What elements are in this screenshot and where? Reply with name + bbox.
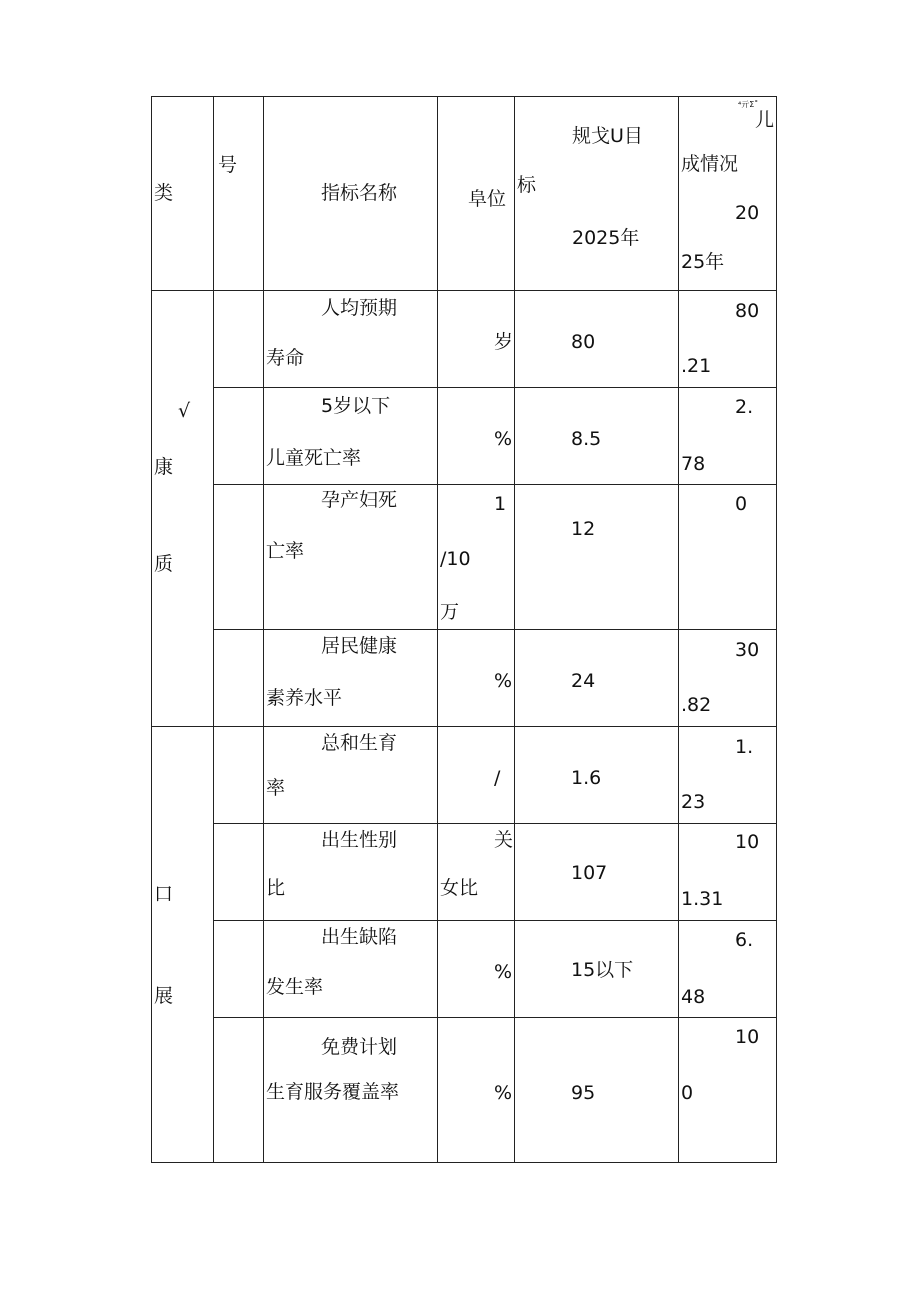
group-char: 口 <box>154 883 174 905</box>
number-cell <box>214 485 264 630</box>
status-line2: 23 <box>681 791 706 813</box>
target-cell <box>515 388 679 485</box>
indicator-name-line1: 出生缺陷 <box>321 926 398 948</box>
indicator-name-cell <box>264 1018 438 1163</box>
status-cell <box>679 388 777 485</box>
unit-cell <box>438 1018 515 1163</box>
table-row <box>152 1018 777 1163</box>
table-row <box>152 388 777 485</box>
indicator-name-line1: 出生性别 <box>321 829 398 851</box>
target-cell <box>515 727 679 824</box>
header-status-line2: 成情况 <box>681 153 739 175</box>
target-value: 1.6 <box>571 767 602 789</box>
indicator-name-line1: 居民健康 <box>321 635 398 657</box>
status-line1: 2. <box>735 396 754 418</box>
status-line2: .82 <box>681 694 712 716</box>
indicator-name-line1: 人均预期 <box>321 297 398 319</box>
status-cell <box>679 630 777 727</box>
header-number: 号 <box>218 154 238 176</box>
indicator-name-line1: 免费计划 <box>321 1036 398 1058</box>
header-status-line3: 20 <box>735 202 760 224</box>
status-line1: 10 <box>735 831 760 853</box>
indicator-name-cell <box>264 630 438 727</box>
table-row <box>152 630 777 727</box>
unit-line1: 关 <box>494 829 514 851</box>
number-cell <box>214 291 264 388</box>
unit-line3: 万 <box>440 601 460 623</box>
target-cell <box>515 824 679 921</box>
target-value: 80 <box>571 331 596 353</box>
indicator-name-cell <box>264 485 438 630</box>
header-name-cell <box>264 97 438 291</box>
table-row <box>152 291 777 388</box>
table-row <box>152 824 777 921</box>
status-line1: 1. <box>735 736 754 758</box>
indicator-name-cell <box>264 921 438 1018</box>
status-cell <box>679 291 777 388</box>
target-value: 24 <box>571 670 596 692</box>
target-value: 107 <box>571 862 608 884</box>
target-cell <box>515 291 679 388</box>
indicator-name-cell <box>264 388 438 485</box>
indicator-name-cell <box>264 824 438 921</box>
header-row <box>152 97 777 291</box>
number-cell <box>214 727 264 824</box>
status-cell <box>679 485 777 630</box>
header-target-year: 2025年 <box>572 227 640 249</box>
status-line1: 80 <box>735 300 760 322</box>
indicator-table <box>151 96 777 1163</box>
unit-value: 岁 <box>494 331 514 353</box>
target-cell <box>515 921 679 1018</box>
status-line1: 10 <box>735 1026 760 1048</box>
target-cell <box>515 485 679 630</box>
unit-cell <box>438 824 515 921</box>
header-unit-cell <box>438 97 515 291</box>
unit-line2: /10 <box>440 548 471 570</box>
indicator-name-cell <box>264 291 438 388</box>
header-number-cell <box>214 97 264 291</box>
number-cell <box>214 921 264 1018</box>
target-value: 8.5 <box>571 428 602 450</box>
target-value: 95 <box>571 1082 596 1104</box>
unit-line2: 女比 <box>440 877 479 899</box>
table-row <box>152 727 777 824</box>
indicator-name-line2: 生育服务覆盖率 <box>266 1081 400 1103</box>
unit-value: % <box>494 428 513 450</box>
unit-value: % <box>494 1082 513 1104</box>
indicator-name-line2: 儿童死亡率 <box>266 447 362 469</box>
status-cell <box>679 727 777 824</box>
unit-cell <box>438 921 515 1018</box>
status-cell <box>679 921 777 1018</box>
group-cell-population <box>152 727 214 1163</box>
target-value: 15以下 <box>571 959 634 981</box>
header-target-cell <box>515 97 679 291</box>
status-cell <box>679 824 777 921</box>
unit-cell <box>438 291 515 388</box>
header-category-cell <box>152 97 214 291</box>
indicator-name-line2: 比 <box>266 877 286 899</box>
status-line1: 0 <box>735 493 748 515</box>
group-cell-health <box>152 291 214 727</box>
number-cell <box>214 388 264 485</box>
status-cell <box>679 1018 777 1163</box>
group-char: √ <box>178 400 191 422</box>
group-char: 康 <box>154 456 174 478</box>
header-category: 类 <box>154 182 174 204</box>
target-cell <box>515 1018 679 1163</box>
status-line2: 1.31 <box>681 888 724 910</box>
header-target-title: 规戈U目 <box>572 125 643 147</box>
status-line2: 0 <box>681 1082 694 1104</box>
header-unit: 阜位 <box>468 188 507 210</box>
table-row <box>152 921 777 1018</box>
indicator-name-line1: 5岁以下 <box>321 395 391 417</box>
status-line2: 78 <box>681 453 706 475</box>
group-char: 展 <box>154 985 174 1007</box>
status-line2: .21 <box>681 355 712 377</box>
header-status-cell <box>679 97 777 291</box>
table-row <box>152 485 777 630</box>
number-cell <box>214 1018 264 1163</box>
indicator-name-cell <box>264 727 438 824</box>
unit-value: / <box>494 767 501 789</box>
indicator-name-line1: 总和生育 <box>321 732 398 754</box>
unit-cell <box>438 727 515 824</box>
indicator-name-line2: 素养水平 <box>266 687 343 709</box>
indicator-name-line2: 寿命 <box>266 347 305 369</box>
target-value: 12 <box>571 518 596 540</box>
header-status-line4: 25年 <box>681 251 725 273</box>
header-indicator-name: 指标名称 <box>321 182 398 204</box>
indicator-name-line2: 发生率 <box>266 976 324 998</box>
header-status-line1: 儿 <box>755 109 775 131</box>
status-line2: 48 <box>681 986 706 1008</box>
status-line1: 6. <box>735 929 754 951</box>
unit-value: % <box>494 670 513 692</box>
header-target-prefix: 标 <box>517 174 537 196</box>
unit-cell <box>438 630 515 727</box>
unit-line1: 1 <box>494 493 507 515</box>
unit-value: % <box>494 961 513 983</box>
indicator-name-line2: 率 <box>266 777 286 799</box>
group-char: 质 <box>154 553 174 575</box>
unit-cell <box>438 485 515 630</box>
header-status-glyph: ⁴亓Σ˚ <box>738 100 759 109</box>
indicator-name-line1: 孕产妇死 <box>321 489 398 511</box>
indicator-name-line2: 亡率 <box>266 540 305 562</box>
status-line1: 30 <box>735 639 760 661</box>
number-cell <box>214 630 264 727</box>
number-cell <box>214 824 264 921</box>
target-cell <box>515 630 679 727</box>
unit-cell <box>438 388 515 485</box>
